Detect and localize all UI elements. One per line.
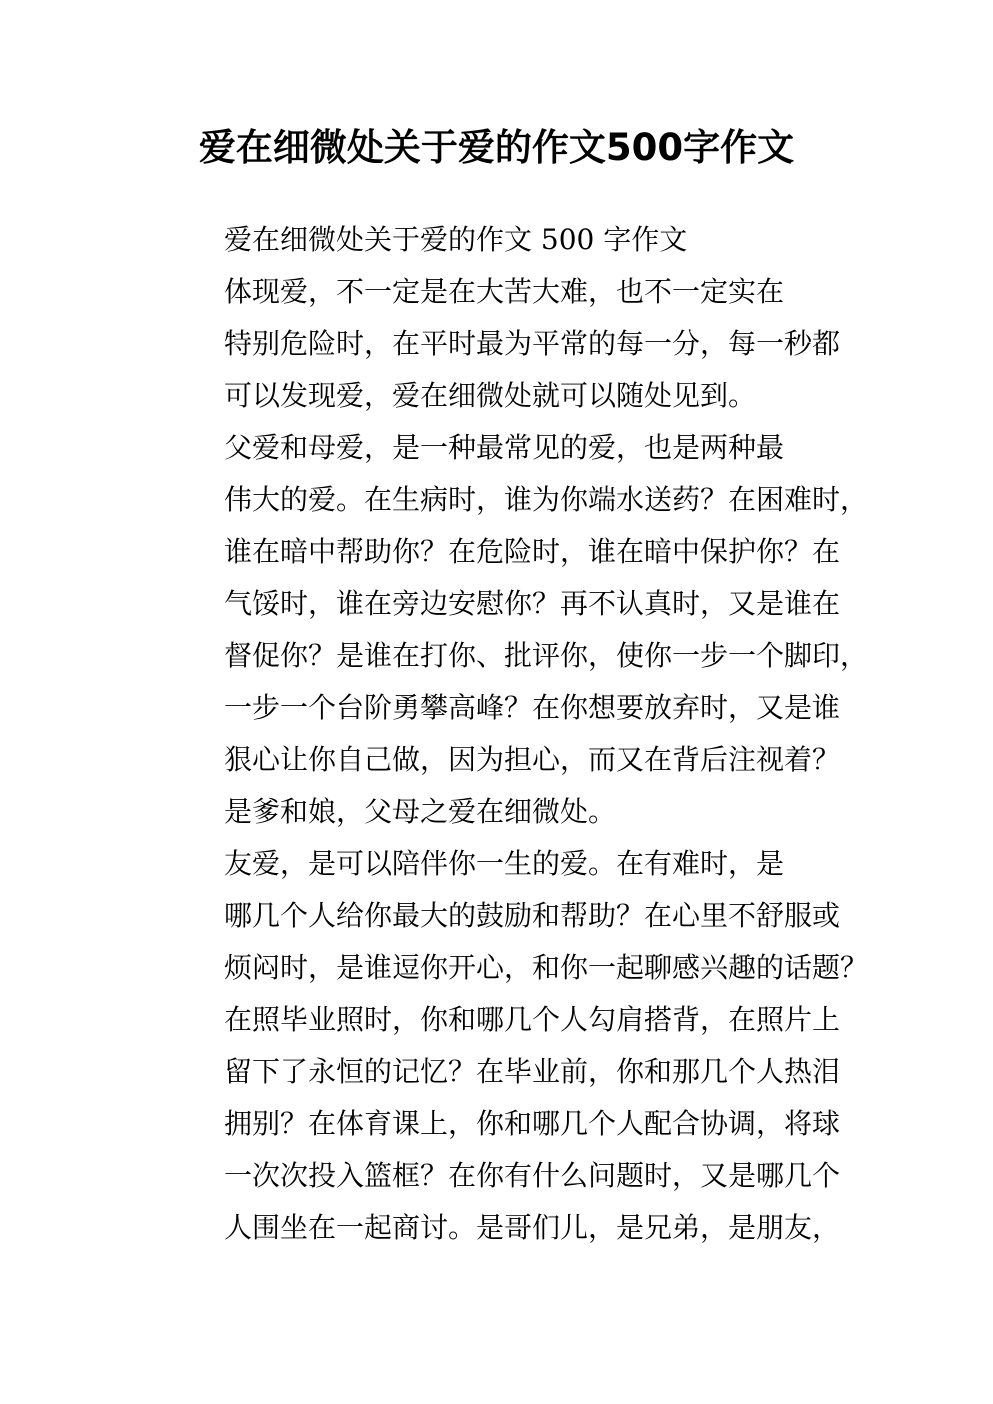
- text-line: 哪几个人给你最大的鼓励和帮助？在心里不舒服或: [224, 899, 841, 932]
- text-line: 可以发现爱，爱在细微处就可以随处见到。: [224, 379, 757, 412]
- text-line: 烦闷时，是谁逗你开心，和你一起聊感兴趣的话题？: [224, 951, 869, 984]
- text-line: 友爱，是可以陪伴你一生的爱。在有难时，是: [224, 847, 785, 880]
- paragraph-parental-love: [166, 422, 869, 838]
- text-line: 留下了永恒的记忆？在毕业前，你和那几个人热泪: [224, 1055, 841, 1088]
- text-line: 父爱和母爱，是一种最常见的爱，也是两种最: [224, 431, 785, 464]
- text-line: 督促你？是谁在打你、批评你，使你一步一个脚印，: [224, 639, 869, 672]
- text-line: 拥别？在体育课上，你和哪几个人配合协调，将球: [224, 1107, 841, 1140]
- text-line: 爱在细微处关于爱的作文 500 字作文: [224, 223, 688, 256]
- text-line: 人围坐在一起商讨。是哥们儿，是兄弟，是朋友，: [224, 1211, 841, 1244]
- text-line: 气馁时，谁在旁边安慰你？再不认真时，又是谁在: [224, 587, 841, 620]
- text-line: 一次次投入篮框？在你有什么问题时，又是哪几个: [224, 1159, 841, 1192]
- text-line: 是爹和娘，父母之爱在细微处。: [224, 795, 617, 828]
- text-line: 特别危险时，在平时最为平常的每一分，每一秒都: [224, 327, 841, 360]
- paragraph-intro: [166, 266, 846, 422]
- text-line: 体现爱，不一定是在大苦大难，也不一定实在: [224, 275, 785, 308]
- paragraph-subtitle: [166, 214, 846, 266]
- text-line: 一步一个台阶勇攀高峰？在你想要放弃时，又是谁: [224, 691, 841, 724]
- document-body: [166, 214, 869, 1254]
- text-line: 伟大的爱。在生病时，谁为你端水送药？在困难时，: [224, 483, 869, 516]
- paragraph-friendship: [166, 838, 869, 1254]
- text-line: 狠心让你自己做，因为担心，而又在背后注视着？: [224, 743, 841, 776]
- text-line: 在照毕业照时，你和哪几个人勾肩搭背，在照片上: [224, 1003, 841, 1036]
- text-line: 谁在暗中帮助你？在危险时，谁在暗中保护你？在: [224, 535, 841, 568]
- document-title: 爱在细微处关于爱的作文500字作文: [198, 126, 795, 169]
